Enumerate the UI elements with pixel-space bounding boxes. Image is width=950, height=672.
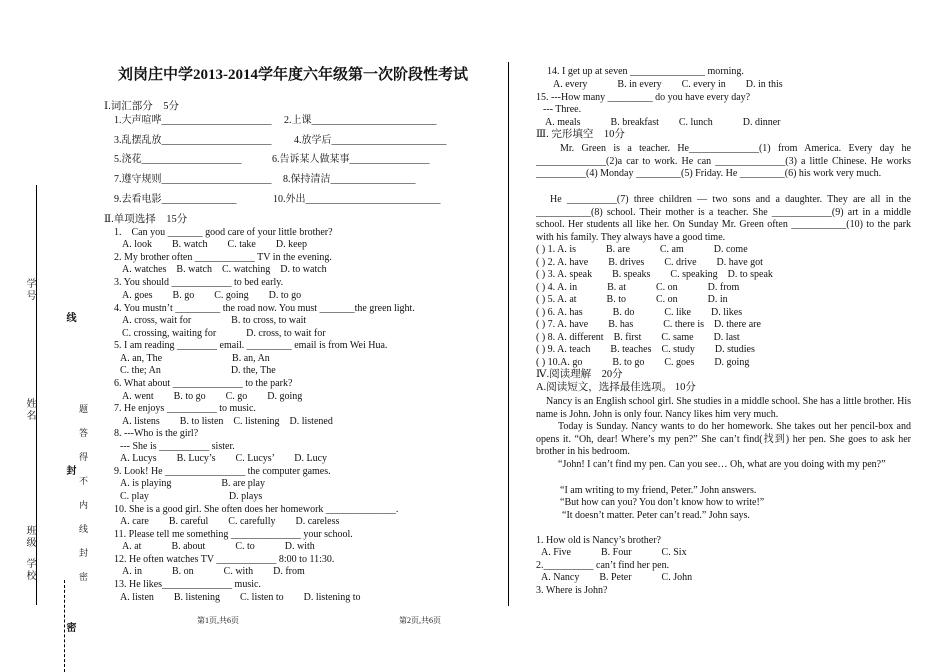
- class-label: 班级: [24, 525, 35, 549]
- reading-question: 1. How old is Nancy’s brother?: [536, 535, 661, 546]
- reading-question: 3. Where is John?: [536, 585, 608, 596]
- section-cloze-heading: Ⅲ. 完形填空 10分: [536, 129, 625, 140]
- vocab-item: 1.大声喧哗______________________: [114, 115, 272, 126]
- vocab-item: 3.乱摆乱放______________________: [114, 135, 272, 146]
- question-line: 7. He enjoys __________ to music.: [114, 403, 256, 414]
- section-choice-heading: Ⅱ.单项选择 15分: [104, 214, 188, 225]
- reading-paragraph-3: “John! I can’t find my pen. Can you see… Oh, what are you doing with my pen?”: [558, 459, 886, 470]
- vocab-item: 2.上课_________________________: [284, 115, 437, 126]
- vocab-item: 7.遵守规则______________________: [114, 174, 272, 185]
- cloze-option-line: ( ) 10.A. go B. to go C. goes D. going: [536, 357, 750, 368]
- option-line: A. meals B. breakfast C. lunch D. dinner: [545, 117, 781, 128]
- question-line: 13. He likes______________ music.: [114, 579, 261, 590]
- section-reading-heading: Ⅳ.阅读理解 20分: [536, 369, 623, 380]
- question-line: 10. She is a good girl. She often does her homework ______________.: [114, 504, 399, 515]
- reading-paragraph-1: Nancy is an English school girl. She studies in a middle school. She has a little brother. His name is John. John is only four. Nancy likes him very much.: [536, 396, 911, 420]
- page-number-right: 第2页,共6页: [399, 616, 441, 625]
- no-answer-warning: 题答得不内线封密: [78, 404, 88, 596]
- option-line: C. play D. plays: [120, 491, 263, 502]
- question-line: --- She is __________ sister.: [120, 441, 235, 452]
- reading-line: “It doesn’t matter. Peter can’t read.” John says.: [562, 510, 750, 521]
- vocab-item: 4.放学后_______________________: [294, 135, 447, 146]
- reading-a-heading: A.阅读短文，选择最佳选项。 10分: [536, 382, 696, 393]
- option-line: A. is playing B. are play: [120, 478, 265, 489]
- option-line: A. at B. about C. to D. with: [122, 541, 315, 552]
- school-label: 学校: [24, 558, 35, 582]
- reading-paragraph-2: Today is Sunday. Nancy wants to do her homework. She takes out her pencil-box and opens it. “Oh, dear! Where’s my pen?” She can’t find(找到) her pen. She goes to ask her brother in his bedroom.: [536, 421, 911, 458]
- option-line: A. care B. careful C. carefully D. careless: [120, 516, 340, 527]
- option-line: A. goes B. go C. going D. to go: [122, 290, 302, 301]
- vocab-item: 10.外出___________________________: [273, 194, 441, 205]
- cloze-option-line: ( ) 4. A. in B. at C. on D. from: [536, 282, 740, 293]
- question-line: 11. Please tell me something ______________ your school.: [114, 529, 353, 540]
- reading-line: “But how can you? You don’t know how to write!”: [560, 497, 765, 508]
- cloze-option-line: ( ) 5. A. at B. to C. on D. in: [536, 294, 728, 305]
- cloze-option-line: ( ) 8. A. different B. first C. same D. last: [536, 332, 740, 343]
- page-number-left: 第1页,共6页: [197, 616, 239, 625]
- question-line: 6. What about ______________ to the park?: [114, 378, 293, 389]
- section-vocabulary-heading: Ⅰ.词汇部分 5分: [104, 101, 180, 112]
- exam-title: 刘岗庄中学2013-2014学年度六年级第一次阶段性考试: [118, 67, 468, 83]
- option-line: --- Three.: [543, 104, 582, 115]
- reading-option-line: A. Five B. Four C. Six: [541, 547, 687, 558]
- question-line: 5. I am reading ________ email. _________ email is from Wei Hua.: [114, 340, 388, 351]
- student-name-label: 姓名: [24, 398, 35, 422]
- option-line: A. cross, wait for B. to cross, to wait: [122, 315, 307, 326]
- reading-option-line: A. Nancy B. Peter C. John: [541, 572, 693, 583]
- cloze-paragraph-1: Mr. Green is a teacher. He______________(1) from America. Every day he ______________(2)a car to work. He can ______________(3) a little Chinese. He works __________(4) Monday _________(5) Friday. He _________(6) his work very much.: [536, 143, 911, 180]
- seal-seal-char: 封: [64, 465, 75, 477]
- question-line: 2. My brother often ____________ TV in the evening.: [114, 252, 332, 263]
- page-divider: [508, 62, 509, 606]
- option-line: A. watches B. watch C. watching D. to watch: [122, 264, 327, 275]
- vocab-item: 5.浇花____________________: [114, 154, 242, 165]
- vocab-item: 9.去看电影_______________: [114, 194, 237, 205]
- option-line: A. in B. on C. with D. from: [122, 566, 305, 577]
- vocab-item: 8.保持清洁_________________: [283, 174, 416, 185]
- option-line: C. the; An D. the, The: [120, 365, 276, 376]
- question-line: 4. You mustn’t _________ the road now. You must _______the green light.: [114, 303, 415, 314]
- reading-question: 2.__________ can’t find her pen.: [536, 560, 670, 571]
- option-line: A. an, The B. an, An: [120, 353, 270, 364]
- reading-line: “I am writing to my friend, Peter.” John answers.: [560, 485, 757, 496]
- cloze-paragraph-2: He __________(7) three children — two sons and a daughter. They are all in the ___________(8) school. Their mother is a teacher. She ____________(9) art in a middle school. Her students all like her. On Sunday Mr. Green often ___________(10) to the park with his family. They always have a good time.: [536, 194, 911, 243]
- question-line: 12. He often watches TV ____________ 8:00 to 11:30.: [114, 554, 335, 565]
- option-line: A. every B. in every C. every in D. in this: [553, 79, 783, 90]
- cloze-option-line: ( ) 3. A. speak B. speaks C. speaking D. to speak: [536, 269, 773, 280]
- option-line: A. Lucys B. Lucy’s C. Lucys’ D. Lucy: [120, 453, 328, 464]
- vocab-item: 6.告诉某人做某事________________: [272, 154, 430, 165]
- question-line: 3. You should ____________ to bed early.: [114, 277, 284, 288]
- cloze-option-line: ( ) 2. A. have B. drives C. drive D. have got: [536, 257, 763, 268]
- option-line: C. crossing, waiting for D. cross, to wait for: [122, 328, 326, 339]
- question-line: 9. Look! He ________________ the computer games.: [114, 466, 331, 477]
- cloze-option-line: ( ) 1. A. is B. are C. am D. come: [536, 244, 748, 255]
- seal-secret-char: 密: [64, 622, 75, 634]
- option-line: A. went B. to go C. go D. going: [122, 391, 303, 402]
- student-id-label: 学号: [24, 278, 35, 302]
- cloze-option-line: ( ) 6. A. has B. do C. like D. likes: [536, 307, 743, 318]
- question-line: 1. Can you _______ good care of your little brother?: [114, 227, 333, 238]
- option-line: A. look B. watch C. take D. keep: [122, 239, 307, 250]
- question-line: 14. I get up at seven _______________ morning.: [547, 66, 744, 77]
- seal-line-char: 线: [64, 312, 75, 324]
- question-line: 15. ---How many _________ do you have every day?: [536, 92, 751, 103]
- cloze-option-line: ( ) 9. A. teach B. teaches C. study D. studies: [536, 344, 755, 355]
- option-line: A. listen B. listening C. listen to D. listening to: [120, 592, 361, 603]
- cloze-option-line: ( ) 7. A. have B. has C. there is D. there are: [536, 319, 761, 330]
- option-line: A. listens B. to listen C. listening D. listened: [122, 416, 333, 427]
- question-line: 8. ---Who is the girl?: [114, 428, 199, 439]
